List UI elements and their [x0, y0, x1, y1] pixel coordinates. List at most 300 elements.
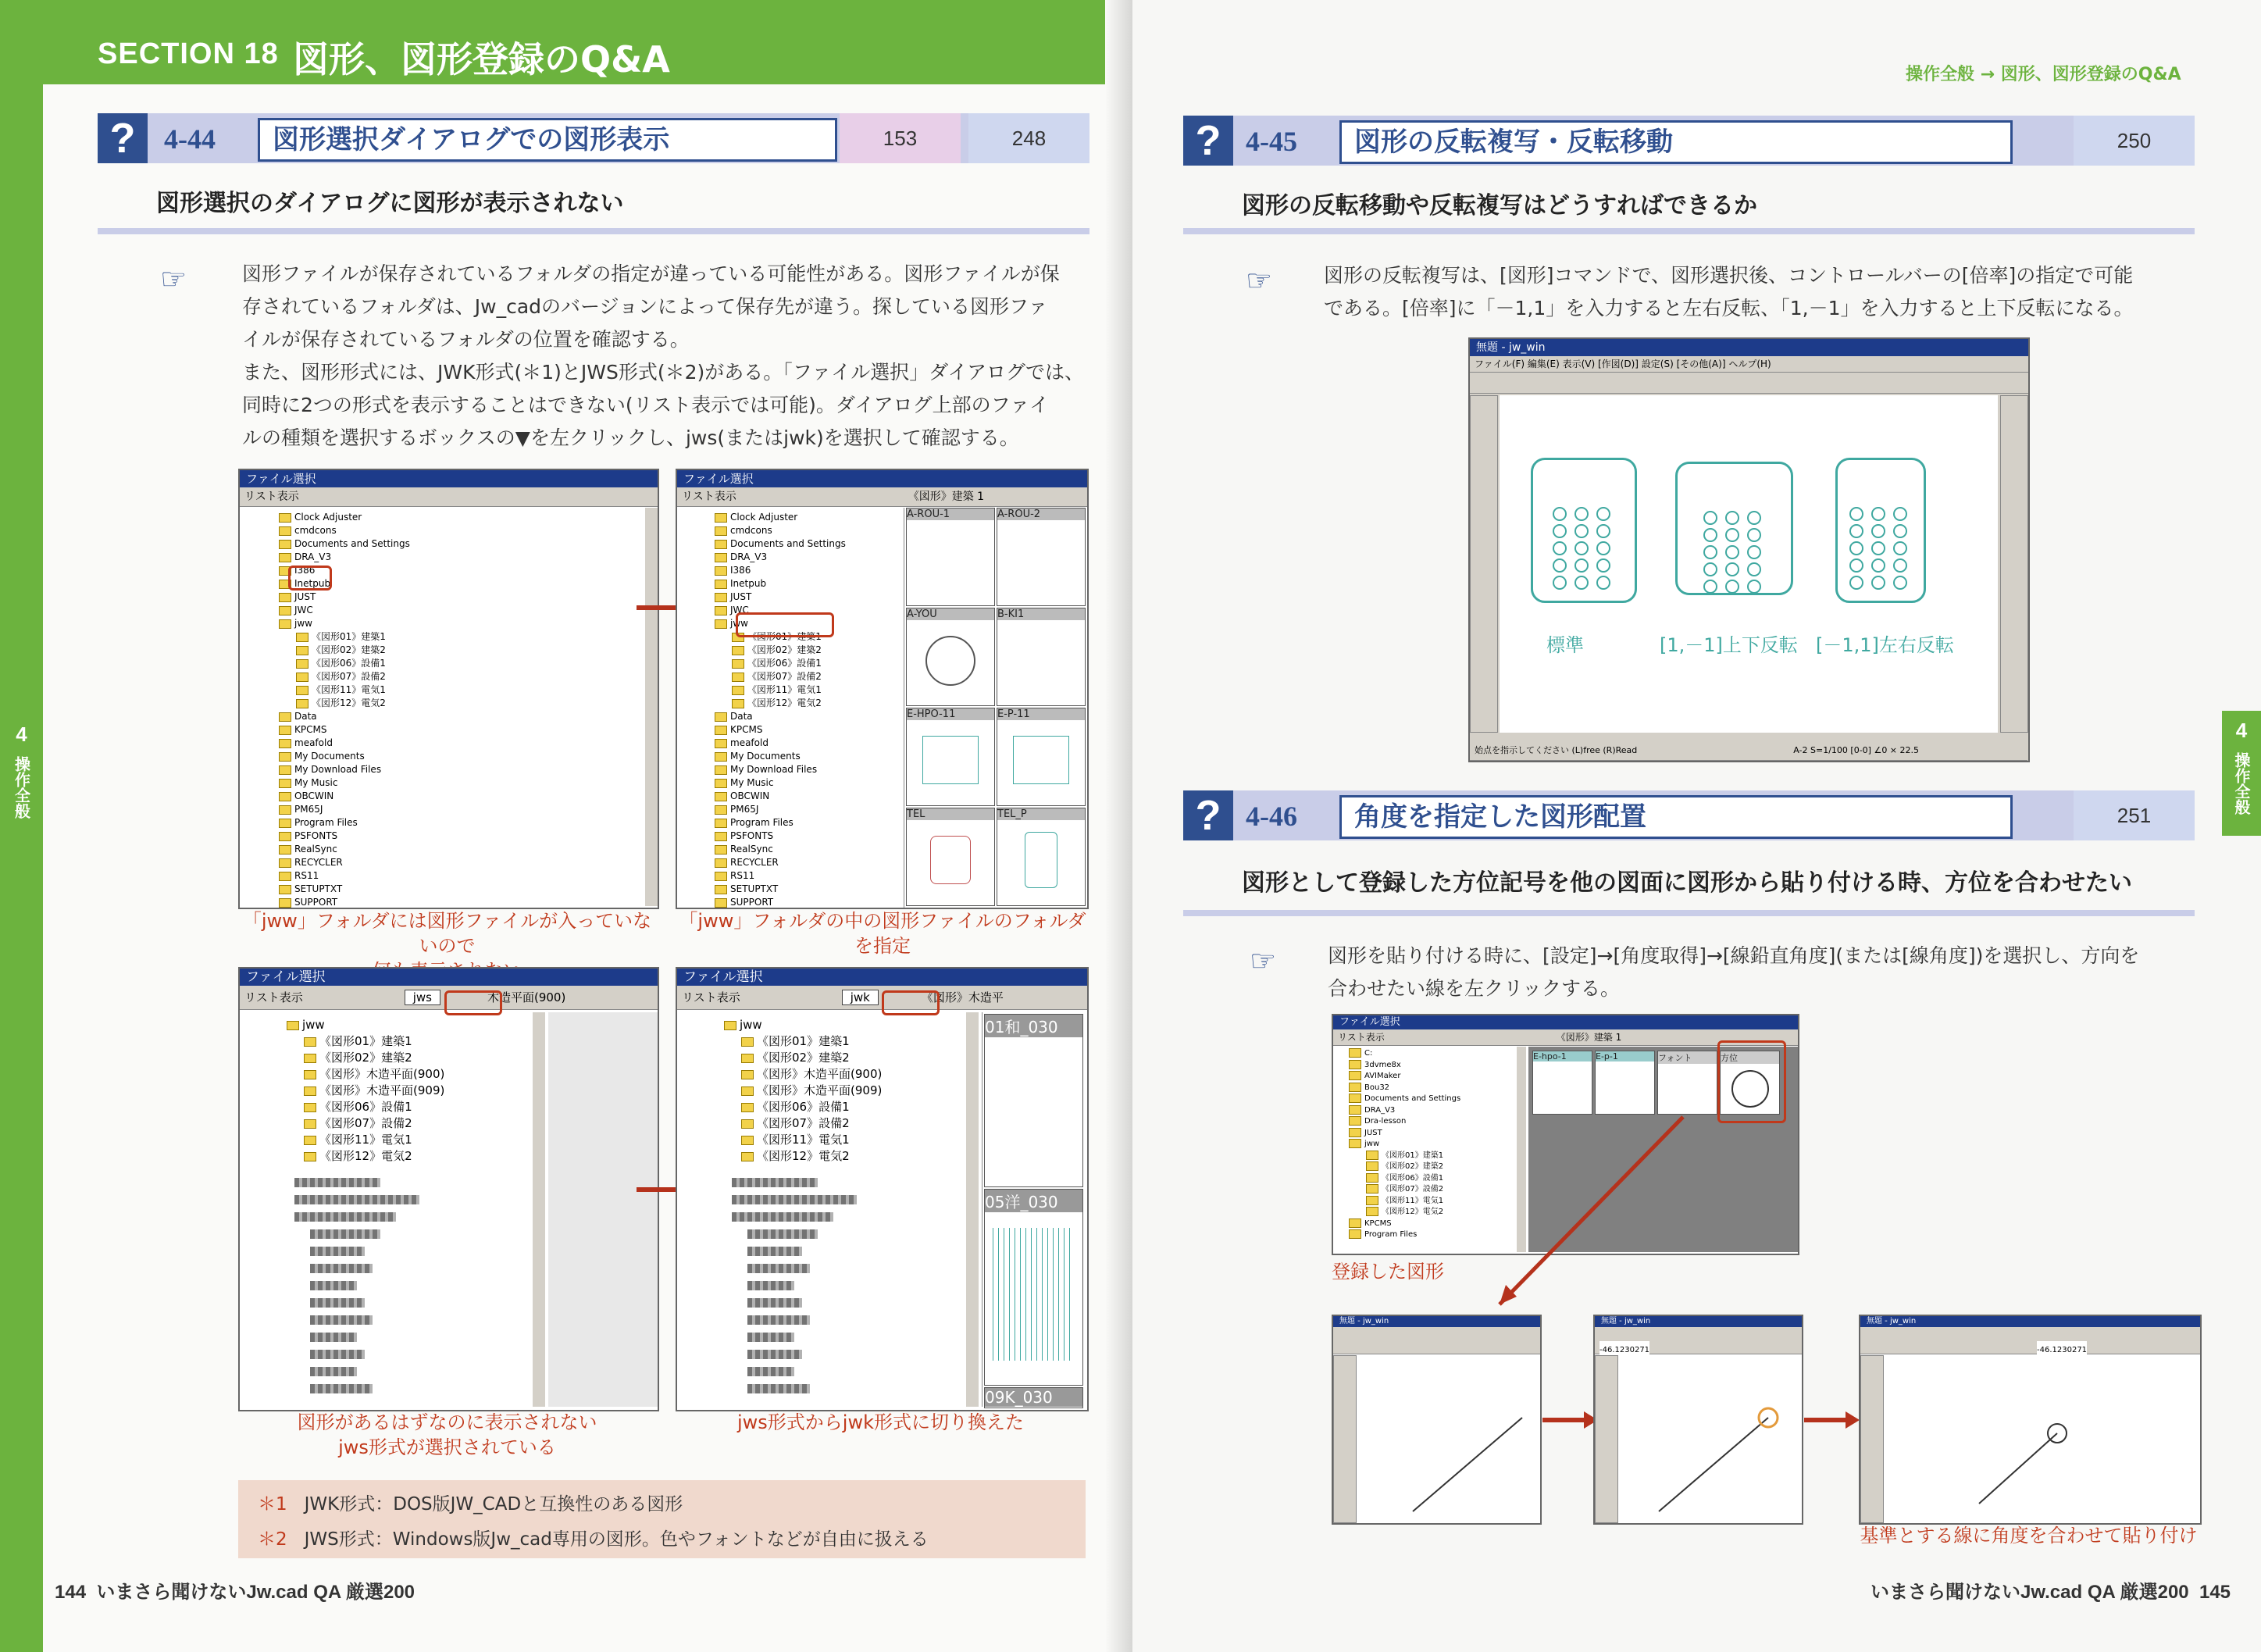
folder-icon	[1349, 1218, 1361, 1228]
control-bar	[1470, 373, 2028, 394]
keypad-dot	[1849, 576, 1863, 590]
folder-icon	[279, 819, 291, 828]
folder-tree-item[interactable]: 《図形06》設備1	[724, 1099, 882, 1115]
folder-icon	[279, 805, 291, 815]
file-dialog-screenshot-5: ファイル選択 リスト表示 《図形》建築 1 C: 3dvme8x AVIMaker Bou32 Documents and Settings DRA_V3 Dra-lesson JUST jww 《図形01》建築1 《図形02》建築2 《図形06》設備1 《図形07》設備2 《図形11》電気1 《図形12》電気2 KPCMS Program Files E-hpo-1 E-p-1 フォント 方位	[1332, 1014, 1799, 1255]
folder-tree-item[interactable]: 《図形01》建築1	[279, 630, 424, 644]
folder-tree-item[interactable]: Dra-lesson	[1349, 1116, 1460, 1128]
folder-icon	[279, 526, 291, 536]
chapter-tab-right: 4 操作全般	[2222, 711, 2261, 836]
question-text: 図形の反転移動や反転複写はどうすればできるか	[1242, 192, 1757, 219]
folder-icon	[304, 1119, 316, 1129]
folder-icon	[715, 885, 727, 894]
page-footer-left: 144 いまさら聞けないJw.cad QA 厳選200	[55, 1582, 415, 1603]
folder-tree-item[interactable]: I386	[279, 564, 424, 577]
divider	[98, 228, 1089, 234]
question-number: 4-44	[164, 123, 216, 155]
folder-tree-item[interactable]: 《図形11》電気1	[1349, 1196, 1460, 1208]
right-page	[1132, 0, 2261, 1652]
folder-tree-item[interactable]: meafold	[279, 737, 424, 750]
question-title: 図形の反転複写・反転移動	[1339, 120, 2013, 164]
keypad-dot	[1596, 541, 1610, 555]
footnote: ＊2 JWS形式：Windows版Jw_cad専用の図形。色やフォントなどが自由に扱える	[258, 1529, 929, 1550]
folder-tree-item[interactable]: Documents and Settings	[715, 537, 860, 551]
folder-tree-item[interactable]: KPCMS	[715, 723, 860, 737]
folder-tree-item[interactable]: 《図形12》電気2	[715, 697, 860, 710]
folder-icon	[1349, 1060, 1361, 1069]
pointing-hand-icon: ☞	[160, 262, 187, 296]
folder-icon	[1366, 1151, 1378, 1160]
folder-icon	[715, 526, 727, 536]
folder-tree-item[interactable]: meafold	[715, 737, 860, 750]
folder-tree-item[interactable]: My Download Files	[715, 763, 860, 776]
folder-tree-item[interactable]: DRA_V3	[1349, 1105, 1460, 1117]
folder-icon	[279, 606, 291, 615]
folder-tree-item[interactable]: Data	[715, 710, 860, 723]
folder-tree-item[interactable]: 《図形02》建築2	[715, 644, 860, 657]
folder-icon	[279, 739, 291, 748]
folder-icon	[715, 845, 727, 855]
answer-text: 図形を貼り付ける時に、[設定]→[角度取得]→[線鉛直角度](または[線角度])を選択し、方向を 合わせたい線を左クリックする。	[1328, 944, 2140, 1000]
keypad-dot	[1893, 576, 1907, 590]
left-green-edge	[0, 84, 43, 1652]
folder-tree-item[interactable]: RECYCLER	[715, 856, 860, 869]
folder-icon	[1349, 1094, 1361, 1103]
question-mark-icon: ?	[98, 113, 148, 163]
keypad-dot	[1703, 511, 1717, 525]
reference-page-box: 251	[2074, 790, 2195, 840]
screenshot-caption: jws形式からjwk形式に切り換えた	[737, 1411, 1024, 1433]
folder-icon	[304, 1037, 316, 1047]
folder-tree-item[interactable]: Documents and Settings	[1349, 1094, 1460, 1105]
folder-icon	[715, 540, 727, 549]
figure-label: [1,－1]上下反転	[1660, 634, 1798, 656]
keypad-dot	[1871, 524, 1885, 538]
folder-icon	[715, 566, 727, 576]
folder-icon	[715, 712, 727, 722]
keypad-dot	[1596, 576, 1610, 590]
keypad-dot	[1596, 524, 1610, 538]
keypad-dot	[1725, 562, 1739, 576]
folder-icon	[715, 752, 727, 762]
reference-page-box: 250	[2074, 116, 2195, 166]
folder-tree-item[interactable]: RECYCLER	[279, 856, 424, 869]
folder-tree-item[interactable]: Inetpub	[715, 577, 860, 591]
keypad-dot	[1747, 511, 1761, 525]
keypad-dot	[1747, 580, 1761, 594]
figure-label: 標準	[1546, 634, 1584, 656]
folder-tree-item[interactable]: My Download Files	[279, 763, 424, 776]
keypad-dot	[1574, 541, 1589, 555]
folder-icon	[1349, 1083, 1361, 1092]
screenshot-caption: 図形があるはずなのに表示されない jws形式が選択されている	[297, 1411, 597, 1458]
folder-tree-item[interactable]: 《図形12》電気2	[724, 1148, 882, 1165]
answer-text: 図形の反転複写は、[図形]コマンドで、図形選択後、コントロールバーの[倍率]の指定で可能 である。[倍率]に「－1,1」を入力すると左右反転、「1,－1」を入力すると上下反転になる。	[1324, 264, 2134, 319]
folder-icon	[296, 699, 308, 708]
placement-step-2: 無題 - jw_win -46.1230271	[1593, 1315, 1803, 1525]
folder-icon	[741, 1086, 754, 1096]
folder-icon	[715, 619, 727, 629]
folder-icon	[715, 726, 727, 735]
folder-tree-item[interactable]: PM65J	[279, 803, 424, 816]
screenshot-caption: 登録した図形	[1332, 1261, 1444, 1283]
keypad-dot	[1871, 558, 1885, 573]
question-title: 角度を指定した図形配置	[1339, 795, 2013, 839]
folder-tree-item[interactable]: 《図形》木造平面(909)	[287, 1083, 444, 1099]
folder-icon	[1349, 1139, 1361, 1148]
keypad-dot	[1574, 507, 1589, 521]
question-text: 図形選択のダイアログに図形が表示されない	[156, 190, 624, 217]
folder-icon	[1349, 1128, 1361, 1137]
keypad-dot	[1725, 545, 1739, 559]
folder-tree-item[interactable]: SETUPTXT	[279, 883, 424, 896]
folder-icon	[715, 553, 727, 562]
folder-tree-item[interactable]: OBCWIN	[279, 790, 424, 803]
folder-tree-item[interactable]: 《図形01》建築1	[287, 1033, 444, 1050]
question-number: 4-46	[1246, 801, 1297, 832]
folder-tree-item[interactable]: 《図形01》建築1	[724, 1033, 882, 1050]
folder-icon	[287, 1021, 299, 1030]
folder-tree-item[interactable]: 《図形06》設備1	[715, 657, 860, 670]
folder-tree-item[interactable]: JUST	[279, 591, 424, 604]
drawing-area	[1500, 395, 1998, 733]
folder-icon	[732, 699, 744, 708]
folder-icon	[715, 580, 727, 589]
folder-icon	[279, 872, 291, 881]
folder-icon	[715, 805, 727, 815]
folder-tree-item[interactable]: 《図形11》電気1	[715, 683, 860, 697]
keypad-dot	[1703, 545, 1717, 559]
folder-tree-item[interactable]: 《図形》木造平面(900)	[724, 1066, 882, 1083]
folder-tree-item[interactable]: 《図形12》電気2	[287, 1148, 444, 1165]
keypad-dot	[1871, 507, 1885, 521]
folder-tree-item[interactable]: DRA_V3	[715, 551, 860, 564]
folder-tree-item[interactable]: Bou32	[1349, 1083, 1460, 1094]
folder-tree-item[interactable]: 《図形02》建築2	[287, 1050, 444, 1066]
dialog-toolbar: リスト表示	[240, 487, 658, 507]
folder-tree-item[interactable]: JUST	[715, 591, 860, 604]
left-toolbox	[1470, 395, 1498, 733]
keypad-dot	[1849, 558, 1863, 573]
keypad-dot	[1893, 558, 1907, 573]
keypad-dot	[1849, 524, 1863, 538]
folder-icon	[715, 739, 727, 748]
folder-tree-item[interactable]: 《図形12》電気2	[1349, 1207, 1460, 1218]
screenshot-caption: 「jww」フォルダには図形ファイルが入っていないので	[242, 910, 652, 957]
keypad-dot	[1553, 541, 1567, 555]
folder-tree	[724, 1017, 882, 1165]
folder-tree-item[interactable]: JWC	[715, 604, 860, 617]
keypad-dot	[1747, 562, 1761, 576]
folder-tree-item[interactable]: 3dvme8x	[1349, 1060, 1460, 1072]
folder-icon	[279, 898, 291, 908]
folder-tree-item[interactable]: 《図形11》電気1	[724, 1132, 882, 1148]
phone-figure-standard	[1531, 458, 1637, 603]
folder-tree	[287, 1017, 444, 1165]
thumbnail-column: 01和_030 05洋_030 09K_030	[982, 1012, 1088, 1407]
folder-tree-item[interactable]: jww	[279, 617, 424, 630]
folder-tree-item[interactable]: cmdcons	[279, 524, 424, 537]
folder-tree-item[interactable]: cmdcons	[715, 524, 860, 537]
folder-tree-item[interactable]: Clock Adjuster	[279, 511, 424, 524]
placement-step-3: 無題 - jw_win -46.1230271	[1859, 1315, 2202, 1525]
folder-tree-item[interactable]: JWC	[279, 604, 424, 617]
chapter-number: 4	[16, 723, 27, 746]
folder-icon	[715, 593, 727, 602]
keypad-dot	[1574, 524, 1589, 538]
folder-tree-item[interactable]: Data	[279, 710, 424, 723]
folder-tree-item[interactable]: Clock Adjuster	[715, 511, 860, 524]
question-number: 4-45	[1246, 126, 1297, 157]
folder-icon	[741, 1070, 754, 1079]
pointing-hand-icon: ☞	[1246, 263, 1273, 298]
folder-icon	[741, 1136, 754, 1145]
folder-tree-item[interactable]: 《図形02》建築2	[279, 644, 424, 657]
page-footer-right: いまさら聞けないJw.cad QA 厳選200 145	[1870, 1582, 2231, 1603]
keypad-dot	[1703, 528, 1717, 542]
keypad-dot	[1893, 524, 1907, 538]
folder-icon	[304, 1103, 316, 1112]
folder-tree-item[interactable]: jww	[715, 617, 860, 630]
folder-tree-item[interactable]: jww	[724, 1017, 882, 1033]
keypad-dot	[1703, 562, 1717, 576]
footnotes-box	[238, 1480, 1086, 1558]
folder-icon	[296, 633, 308, 642]
folder-tree-item[interactable]: Program Files	[715, 816, 860, 830]
folder-tree-item[interactable]: Inetpub	[279, 577, 424, 591]
folder-tree-item[interactable]: PM65J	[715, 803, 860, 816]
folder-icon	[741, 1103, 754, 1112]
keypad-dot	[1553, 524, 1567, 538]
folder-tree	[1349, 1048, 1460, 1241]
folder-tree-item[interactable]: jww	[1349, 1139, 1460, 1151]
folder-tree-item[interactable]: My Documents	[279, 750, 424, 763]
folder-icon	[279, 792, 291, 801]
folder-icon	[296, 659, 308, 669]
folder-icon	[279, 540, 291, 549]
folder-tree-item[interactable]: PSFONTS	[715, 830, 860, 843]
folder-tree-item[interactable]: OBCWIN	[715, 790, 860, 803]
right-toolbox	[2000, 395, 2028, 733]
folder-icon	[715, 898, 727, 908]
window-title: 無題 - jw_win	[1470, 339, 2028, 356]
folder-icon	[304, 1136, 316, 1145]
keypad-dot	[1893, 507, 1907, 521]
folder-icon	[1366, 1207, 1378, 1216]
folder-icon	[304, 1086, 316, 1096]
folder-tree-item[interactable]: Program Files	[1349, 1229, 1460, 1241]
chapter-label: 操作全般	[12, 756, 31, 819]
folder-tree-item[interactable]: 《図形11》電気1	[279, 683, 424, 697]
folder-tree-item[interactable]: 《図形12》電気2	[279, 697, 424, 710]
folder-icon	[1349, 1229, 1361, 1239]
keypad-dot	[1871, 576, 1885, 590]
file-dialog-screenshot-1	[238, 469, 659, 909]
folder-icon	[715, 765, 727, 775]
folder-tree-item[interactable]: KPCMS	[1349, 1218, 1460, 1230]
folder-tree-item[interactable]: I386	[715, 564, 860, 577]
folder-icon	[1349, 1048, 1361, 1058]
question-text: 図形として登録した方位記号を他の図面に図形から貼り付ける時、方位を合わせたい	[1242, 869, 2132, 897]
folder-icon	[1366, 1161, 1378, 1171]
screenshot-caption: 基準とする線に角度を合わせて貼り付け	[1860, 1525, 2198, 1547]
folder-tree-item[interactable]: 《図形02》建築2	[1349, 1161, 1460, 1173]
file-dialog-screenshot-2: ファイル選択 リスト表示 《図形》建築 1 Clock Adjuster cmdcons Documents and Settings DRA_V3 I386 Inetpub JUST JWC jww 《図形01》建築1 《図形02》建築2 《図形06》設備1 《図形07》設備2 《図形11》電気1 《図形12》電気2 Data KPCMS meafold My Documents My Download Files My Music OBCWIN PM65J Program Files PSFONTS RealSync RECYCLER RS11 SETUPTXT SUPPORT A-ROU-1 A-ROU-2 A-YOU B-KI1 E-HPO-11 E-P-11 TEL TEL_P	[676, 469, 1089, 909]
keypad-dot	[1725, 580, 1739, 594]
folder-icon	[1349, 1071, 1361, 1080]
keypad-dot	[1596, 507, 1610, 521]
folder-tree-item[interactable]: 《図形06》設備1	[287, 1099, 444, 1115]
answer-text: 図形ファイルが保存されているフォルダの指定が違っている可能性がある。図形ファイルが保 存されているフォルダは、Jw_cadのバージョンによって保存先が違う。探している図形ファ イルが保存されているフォルダの位置を確認する。 また、図形形式には、JWK形式(＊1)とJWS形式(＊2)がある。「ファイル選択」ダイアログでは、 同時に2つの形式を表示することはできない(リスト表示では可能)。ダイアログ上部のファイ ルの種類を選択するボックスの▼を左クリックし、jws(またはjwk)を選択して確認する。	[242, 262, 1085, 449]
folder-icon	[279, 765, 291, 775]
folder-icon	[732, 673, 744, 682]
folder-tree-item[interactable]: My Music	[715, 776, 860, 790]
folder-tree-item[interactable]: 《図形07》設備2	[1349, 1184, 1460, 1196]
folder-tree-item[interactable]: Program Files	[279, 816, 424, 830]
divider	[1183, 910, 2195, 916]
folder-tree-item[interactable]: RS11	[715, 869, 860, 883]
folder-tree-item[interactable]: 《図形01》建築1	[1349, 1151, 1460, 1162]
folder-icon	[304, 1054, 316, 1063]
keypad-dot	[1871, 541, 1885, 555]
thumbnail-grid: A-ROU-1 A-ROU-2 A-YOU B-KI1 E-HPO-11 E-P-11 TEL TEL_P	[904, 508, 1088, 908]
footnote: ＊1 JWK形式：DOS版JW_CADと互換性のある図形	[258, 1494, 683, 1515]
keypad-dot	[1849, 541, 1863, 555]
folder-icon	[279, 752, 291, 762]
folder-tree-item[interactable]: JUST	[1349, 1128, 1460, 1140]
folder-tree-item[interactable]: Documents and Settings	[279, 537, 424, 551]
folder-icon	[279, 845, 291, 855]
status-bar: 始点を指示してください (L)free (R)Read A-2 S=1/100 [0-0] ∠0 × 22.5	[1470, 741, 2027, 761]
folder-tree-item[interactable]: RS11	[279, 869, 424, 883]
folder-tree-item[interactable]: 《図形》木造平面(900)	[287, 1066, 444, 1083]
folder-icon	[715, 832, 727, 841]
folder-icon	[279, 885, 291, 894]
folder-icon	[732, 659, 744, 669]
folder-tree-item[interactable]: SETUPTXT	[715, 883, 860, 896]
file-dialog-screenshot-3: ファイル選択 リスト表示 jws 木造平面(900) jww 《図形01》建築1 《図形02》建築2 《図形》木造平面(900) 《図形》木造平面(909) 《図形06》設備1 《図形07》設備2 《図形11》電気1 《図形12》電気2	[238, 967, 659, 1411]
folder-icon	[715, 513, 727, 523]
folder-tree-item[interactable]: 《図形06》設備1	[279, 657, 424, 670]
folder-tree-item[interactable]: RealSync	[279, 843, 424, 856]
folder-icon	[724, 1021, 736, 1030]
chapter-tab-left	[0, 715, 43, 840]
folder-icon	[741, 1054, 754, 1063]
file-dialog-screenshot-4: ファイル選択 リスト表示 jwk 《図形》木造平 jww 《図形01》建築1 《図形02》建築2 《図形》木造平面(900) 《図形》木造平面(909) 《図形06》設備1 《図形07》設備2 《図形11》電気1 《図形12》電気2 01和_030 05洋_030 09K_030	[676, 967, 1089, 1411]
folder-tree-item[interactable]: DRA_V3	[279, 551, 424, 564]
folder-icon	[715, 792, 727, 801]
arrow-icon	[1804, 1418, 1847, 1422]
folder-icon	[296, 673, 308, 682]
folder-tree-item[interactable]: C:	[1349, 1048, 1460, 1060]
folder-tree-item[interactable]: jww	[287, 1017, 444, 1033]
folder-tree-item[interactable]: KPCMS	[279, 723, 424, 737]
folder-icon	[1366, 1196, 1378, 1205]
folder-icon	[296, 686, 308, 695]
keypad-dot	[1553, 507, 1567, 521]
folder-tree-item[interactable]: 《図形11》電気1	[287, 1132, 444, 1148]
folder-tree-item[interactable]: SUPPORT	[715, 896, 860, 909]
folder-icon	[1349, 1105, 1361, 1115]
folder-icon	[741, 1037, 754, 1047]
folder-icon	[741, 1119, 754, 1129]
folder-icon	[279, 593, 291, 602]
breadcrumb: 操作全般 → 図形、図形登録のQ&A	[1906, 65, 2181, 84]
folder-icon	[741, 1152, 754, 1161]
folder-icon	[279, 858, 291, 868]
folder-tree-item[interactable]: 《図形01》建築1	[715, 630, 860, 644]
folder-icon	[279, 726, 291, 735]
folder-icon	[279, 553, 291, 562]
folder-tree-item[interactable]: 《図形07》設備2	[279, 670, 424, 683]
phone-figure-flipped-horizontal	[1835, 458, 1926, 603]
folder-icon	[304, 1152, 316, 1161]
reference-page-box: 248	[968, 113, 1089, 163]
keypad-dot	[1574, 576, 1589, 590]
folder-tree-item[interactable]: 《図形06》設備1	[1349, 1173, 1460, 1185]
folder-icon	[304, 1070, 316, 1079]
keypad-dot	[1725, 528, 1739, 542]
question-mark-icon: ?	[1183, 790, 1233, 840]
folder-tree-item[interactable]: 《図形02》建築2	[724, 1050, 882, 1066]
keypad-dot	[1725, 511, 1739, 525]
keypad-dot	[1703, 580, 1717, 594]
folder-icon	[1349, 1116, 1361, 1126]
keypad-dot	[1849, 507, 1863, 521]
phone-figure-flipped-vertical	[1675, 462, 1793, 595]
keypad-dot	[1747, 545, 1761, 559]
folder-icon	[279, 513, 291, 523]
folder-tree-item[interactable]: 《図形07》設備2	[715, 670, 860, 683]
menu-bar: ファイル(F) 編集(E) 表示(V) [作図(D)] 設定(S) [その他(A)] ヘルプ(H)	[1470, 356, 2028, 373]
placement-step-1: 無題 - jw_win	[1332, 1315, 1542, 1525]
folder-icon	[715, 779, 727, 788]
question-mark-icon: ?	[1183, 116, 1233, 166]
screenshot-caption: 「jww」フォルダの中の図形ファイルのフォルダを指定	[679, 910, 1086, 957]
folder-tree-item[interactable]: 《図形》木造平面(909)	[724, 1083, 882, 1099]
folder-tree-item[interactable]: 《図形07》設備2	[287, 1115, 444, 1132]
folder-icon	[279, 779, 291, 788]
folder-tree-item[interactable]: SUPPORT	[279, 896, 424, 909]
folder-tree-item[interactable]: PSFONTS	[279, 830, 424, 843]
folder-tree-item[interactable]: My Documents	[715, 750, 860, 763]
keypad-dot	[1574, 558, 1589, 573]
folder-icon	[715, 819, 727, 828]
folder-icon	[279, 619, 291, 629]
keypad-dot	[1553, 576, 1567, 590]
figure-label: [－1,1]左右反転	[1816, 634, 1954, 656]
folder-icon	[715, 606, 727, 615]
folder-icon	[732, 686, 744, 695]
folder-icon	[715, 858, 727, 868]
section-title: 図形、図形登録のQ&A	[293, 38, 670, 80]
folder-icon	[732, 646, 744, 655]
folder-icon	[279, 832, 291, 841]
keypad-dot	[1747, 528, 1761, 542]
dialog-title: ファイル選択	[240, 470, 658, 487]
keypad-dot	[1596, 558, 1610, 573]
arrow-icon	[1542, 1418, 1585, 1422]
reference-page-box: 153	[840, 113, 961, 163]
folder-tree-item[interactable]: My Music	[279, 776, 424, 790]
folder-tree-item[interactable]: 《図形07》設備2	[724, 1115, 882, 1132]
folder-icon	[296, 646, 308, 655]
pointing-hand-icon: ☞	[1250, 944, 1277, 978]
scrollbar	[645, 508, 658, 906]
folder-icon	[279, 712, 291, 722]
folder-tree-item[interactable]: RealSync	[715, 843, 860, 856]
folder-tree-item[interactable]: AVIMaker	[1349, 1071, 1460, 1083]
